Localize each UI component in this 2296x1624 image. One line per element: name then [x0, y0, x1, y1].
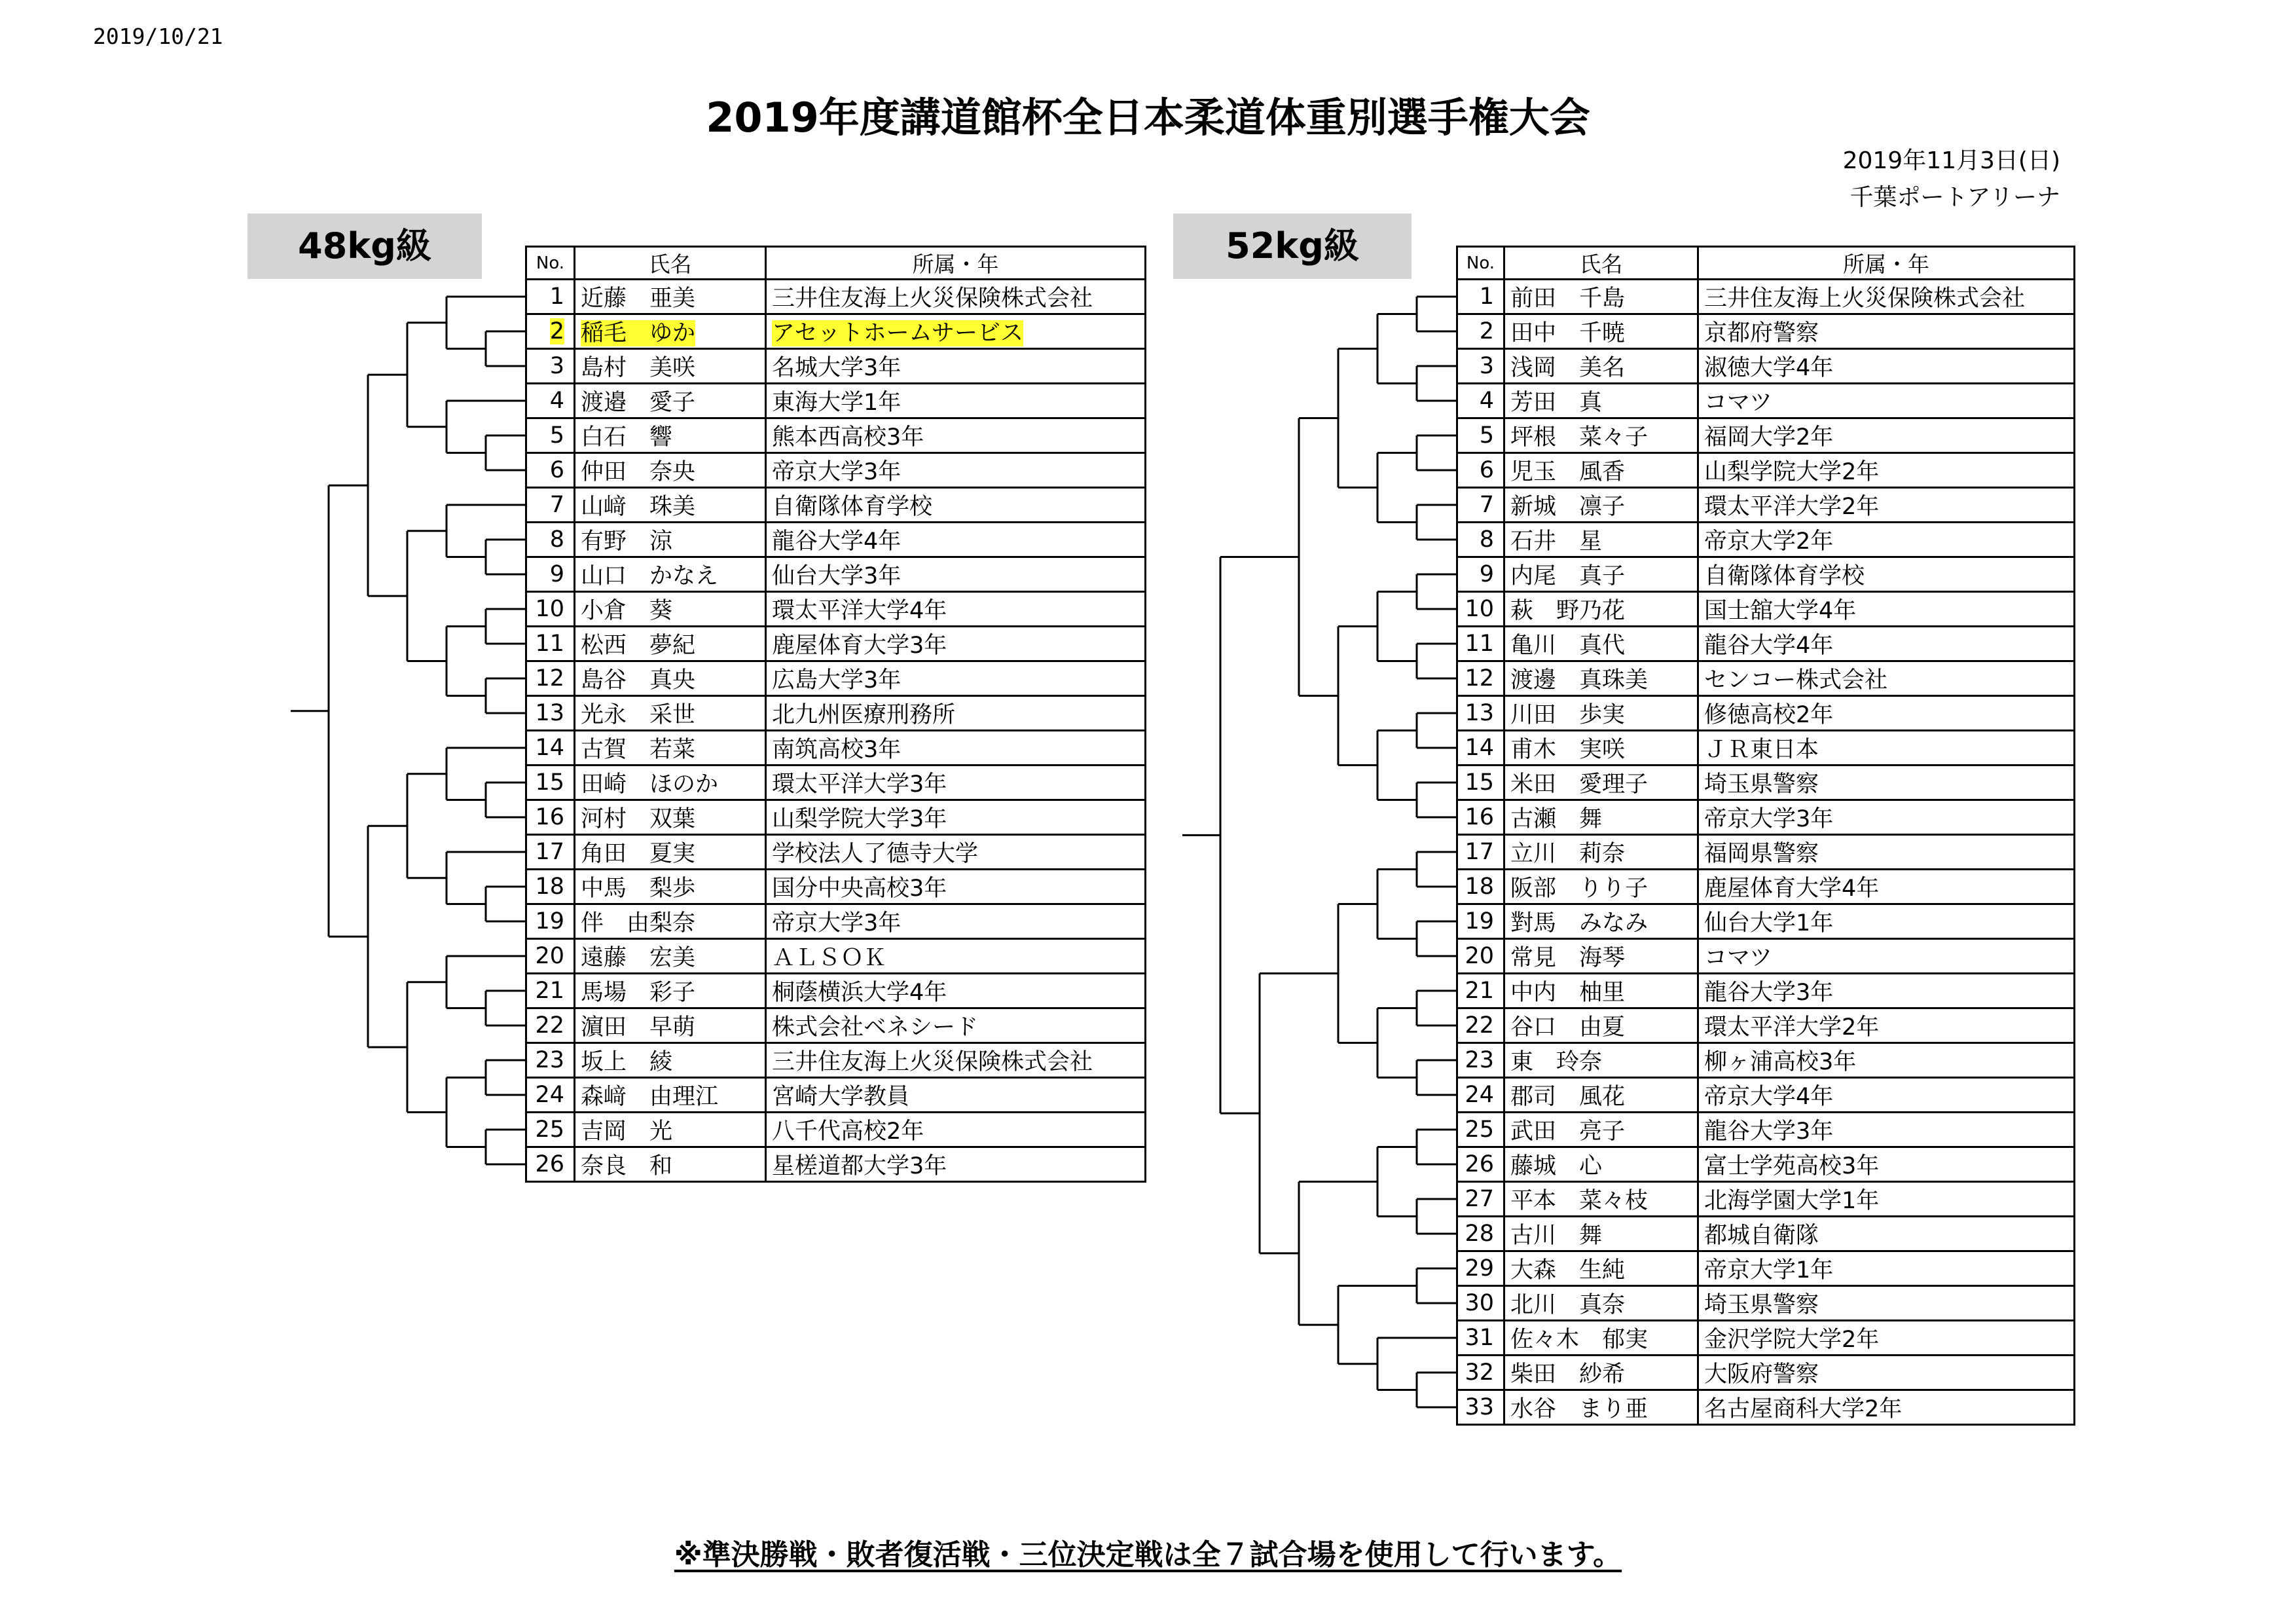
athlete-name: 亀川 真代 [1510, 633, 1626, 659]
entry-number: 17 [1465, 839, 1494, 865]
athlete-name: 芳田 真 [1510, 390, 1603, 416]
athlete-affiliation: 大阪府警察 [1704, 1361, 1819, 1388]
division-label-48kg: 48kg級 [247, 213, 482, 279]
athlete-affiliation: 龍谷大学4年 [772, 528, 902, 555]
entry-number: 24 [535, 1082, 564, 1108]
athlete-name: 渡邊 真珠美 [1510, 667, 1649, 693]
entry-number: 31 [1465, 1325, 1494, 1351]
athlete-affiliation: 三井住友海上火災保険株式会社 [772, 286, 1093, 312]
athlete-name: 森﨑 由理江 [581, 1084, 719, 1110]
entry-number: 25 [535, 1116, 564, 1143]
entry-number: 23 [1465, 1047, 1494, 1073]
athlete-name: 谷口 由夏 [1510, 1014, 1626, 1041]
entry-number: 25 [1465, 1116, 1494, 1143]
footnote-text: ※準決勝戦・敗者復活戦・三位決定戦は全７試合場を使用して行います。 [674, 1538, 1622, 1572]
athlete-affiliation: 学校法人了德寺大学 [772, 841, 979, 867]
athlete-name: 米田 愛理子 [1510, 771, 1649, 798]
athlete-affiliation: 帝京大学1年 [1704, 1257, 1834, 1283]
athlete-name: 児玉 風香 [1510, 459, 1626, 485]
entry-number: 21 [535, 978, 564, 1004]
athlete-name: 川田 歩実 [1510, 702, 1626, 728]
entry-number: 5 [549, 422, 564, 449]
athlete-name: 光永 采世 [581, 702, 696, 728]
header-name: 氏名 [1504, 247, 1698, 280]
entry-number: 21 [1465, 978, 1494, 1004]
document-title: 2019年度講道館杯全日本柔道体重別選手権大会 [706, 94, 1590, 141]
athlete-affiliation: 帝京大学3年 [1704, 806, 1834, 832]
athlete-name: 對馬 みなみ [1510, 910, 1649, 936]
athlete-affiliation: 三井住友海上火災保険株式会社 [772, 1049, 1093, 1075]
athlete-name: 坪根 菜々子 [1510, 424, 1649, 451]
athlete-affiliation: 北九州医療刑務所 [772, 702, 956, 728]
entry-number: 14 [535, 735, 564, 761]
athlete-affiliation: 仙台大学1年 [1704, 910, 1834, 936]
athlete-name: 前田 千島 [1510, 286, 1626, 312]
athlete-affiliation: 広島大学3年 [772, 667, 902, 693]
athlete-name: 有野 涼 [581, 528, 673, 555]
entry-number: 13 [1465, 700, 1494, 726]
athlete-name: 古川 舞 [1510, 1223, 1603, 1249]
entry-number: 5 [1479, 422, 1494, 449]
athlete-name: 田崎 ほのか [581, 771, 719, 798]
entry-number: 16 [535, 804, 564, 830]
athlete-name: 武田 亮子 [1510, 1118, 1626, 1145]
athlete-name: 遠藤 宏美 [581, 945, 696, 971]
entry-number: 22 [1465, 1012, 1494, 1039]
entry-number: 11 [535, 631, 564, 657]
athlete-affiliation: 株式会社ベネシード [772, 1014, 979, 1041]
entry-number: 20 [1465, 943, 1494, 969]
entry-number: 3 [549, 353, 564, 379]
entry-number: 16 [1465, 804, 1494, 830]
entry-number: 3 [1479, 353, 1494, 379]
athlete-affiliation: コマツ [1704, 945, 1772, 971]
athlete-name: 山口 かなえ [581, 563, 719, 589]
athlete-name: 水谷 まり亜 [1510, 1396, 1649, 1422]
athlete-name: 馬場 彩子 [581, 980, 696, 1006]
athlete-name: 中内 柚里 [1510, 980, 1626, 1006]
athlete-affiliation: 宮崎大学教員 [772, 1084, 910, 1110]
entry-number: 15 [535, 769, 564, 796]
athlete-affiliation: 鹿屋体育大学4年 [1704, 876, 1880, 902]
athlete-affiliation: 国士舘大学4年 [1704, 598, 1857, 624]
entry-number: 11 [1465, 631, 1494, 657]
athlete-name: 島谷 真央 [581, 667, 696, 693]
header-name: 氏名 [575, 247, 766, 280]
athlete-affiliation: 名城大学3年 [772, 355, 902, 381]
entry-number: 4 [1479, 388, 1494, 414]
athlete-affiliation: 埼玉県警察 [1704, 1292, 1819, 1318]
athlete-affiliation: 環太平洋大学2年 [1704, 494, 1880, 520]
athlete-affiliation: ＪＲ東日本 [1704, 737, 1819, 763]
athlete-affiliation: 帝京大学3年 [772, 459, 902, 485]
athlete-affiliation: 環太平洋大学2年 [1704, 1014, 1880, 1041]
athlete-name: 郡司 風花 [1510, 1084, 1626, 1110]
entry-number: 27 [1465, 1186, 1494, 1212]
athlete-name: 吉岡 光 [581, 1118, 673, 1145]
entry-number: 10 [535, 596, 564, 622]
athlete-name: 平本 菜々枝 [1510, 1188, 1649, 1214]
athlete-name: 北川 真奈 [1510, 1292, 1626, 1318]
entry-number: 15 [1465, 769, 1494, 796]
athlete-affiliation: 名古屋商科大学2年 [1704, 1396, 1903, 1422]
athlete-affiliation: アセットホームサービス [772, 320, 1023, 346]
entry-number: 1 [1479, 284, 1494, 310]
athlete-affiliation: 鹿屋体育大学3年 [772, 633, 947, 659]
athlete-name: 古賀 若菜 [581, 737, 696, 763]
athlete-affiliation: 自衛隊体育学校 [772, 494, 933, 520]
header-no: No. [526, 247, 575, 280]
entry-number: 8 [549, 526, 564, 553]
entry-number: 24 [1465, 1082, 1494, 1108]
athlete-affiliation: 福岡大学2年 [1704, 424, 1834, 451]
entry-number: 17 [535, 839, 564, 865]
athlete-affiliation: 環太平洋大学4年 [772, 598, 947, 624]
athlete-affiliation: 帝京大学2年 [1704, 528, 1834, 555]
athlete-name: 東 玲奈 [1510, 1049, 1603, 1075]
entry-number: 6 [1479, 457, 1494, 483]
athlete-name: 白石 響 [581, 424, 673, 451]
athlete-affiliation: コマツ [1704, 390, 1772, 416]
division-label-52kg: 52kg級 [1173, 213, 1412, 279]
athlete-affiliation: 仙台大学3年 [772, 563, 902, 589]
entry-number: 26 [535, 1151, 564, 1177]
athlete-affiliation: 八千代高校2年 [772, 1118, 924, 1145]
athlete-name: 浅岡 美名 [1510, 355, 1626, 381]
athlete-name: 坂上 綾 [581, 1049, 673, 1075]
athlete-affiliation: 自衛隊体育学校 [1704, 563, 1865, 589]
athlete-name: 渡邉 愛子 [581, 390, 696, 416]
athlete-affiliation: 龍谷大学3年 [1704, 980, 1834, 1006]
entry-number: 18 [535, 874, 564, 900]
entry-number: 9 [549, 561, 564, 587]
entry-number: 8 [1479, 526, 1494, 553]
entry-number: 22 [535, 1012, 564, 1039]
athlete-affiliation: 山梨学院大学2年 [1704, 459, 1880, 485]
entry-number: 28 [1465, 1221, 1494, 1247]
athlete-name: 常見 海琴 [1510, 945, 1626, 971]
athlete-affiliation: 星槎道都大学3年 [772, 1153, 947, 1179]
athlete-affiliation: 修徳高校2年 [1704, 702, 1834, 728]
entry-number: 7 [1479, 492, 1494, 518]
entry-number: 32 [1465, 1359, 1494, 1386]
print-date: 2019/10/21 [93, 24, 223, 49]
entry-number: 23 [535, 1047, 564, 1073]
header-affiliation: 所属・年 [766, 247, 1146, 280]
entry-number: 4 [549, 388, 564, 414]
header-no: No. [1457, 247, 1504, 280]
event-date: 2019年11月3日(日) [1842, 147, 2060, 174]
entry-number: 18 [1465, 874, 1494, 900]
athlete-name: 中馬 梨歩 [581, 876, 696, 902]
entry-number: 13 [535, 700, 564, 726]
entry-number: 26 [1465, 1151, 1494, 1177]
entry-number: 19 [1465, 908, 1494, 934]
athlete-name: 田中 千暁 [1510, 320, 1626, 346]
event-venue: 千葉ポートアリーナ [1850, 184, 2060, 211]
athlete-affiliation: 熊本西高校3年 [772, 424, 924, 451]
athlete-affiliation: 龍谷大学4年 [1704, 633, 1834, 659]
athlete-name: 佐々木 郁実 [1510, 1327, 1649, 1353]
entry-number: 20 [535, 943, 564, 969]
athlete-affiliation: 南筑高校3年 [772, 737, 902, 763]
athlete-name: 河村 双葉 [581, 806, 696, 832]
entry-number: 6 [549, 457, 564, 483]
athlete-affiliation: 帝京大学3年 [772, 910, 902, 936]
athlete-name: 柴田 紗希 [1510, 1361, 1626, 1388]
entry-number: 14 [1465, 735, 1494, 761]
athlete-name: 近藤 亜美 [581, 286, 696, 312]
athlete-affiliation: 富士学苑高校3年 [1704, 1153, 1880, 1179]
entry-number: 7 [549, 492, 564, 518]
entry-number: 29 [1465, 1255, 1494, 1282]
athlete-affiliation: 都城自衛隊 [1704, 1223, 1819, 1249]
athlete-name: 立川 莉奈 [1510, 841, 1626, 867]
athlete-name: 大森 生純 [1510, 1257, 1626, 1283]
athlete-name: 濵田 早萌 [581, 1014, 696, 1041]
entry-number: 12 [1465, 665, 1494, 692]
athlete-affiliation: 三井住友海上火災保険株式会社 [1704, 286, 2026, 312]
athlete-affiliation: 北海学園大学1年 [1704, 1188, 1880, 1214]
athlete-name: 萩 野乃花 [1510, 598, 1626, 624]
athlete-affiliation: ＡＬＳＯＫ [772, 945, 887, 971]
footnote [0, 1531, 2296, 1573]
athlete-affiliation: 柳ヶ浦高校3年 [1704, 1049, 1857, 1075]
entry-number: 2 [1479, 318, 1494, 344]
athlete-affiliation: 山梨学院大学3年 [772, 806, 947, 832]
athlete-name: 新城 凛子 [1510, 494, 1626, 520]
athlete-name: 古瀬 舞 [1510, 806, 1603, 832]
athlete-name: 島村 美咲 [581, 355, 696, 381]
athlete-name: 伴 由梨奈 [581, 910, 696, 936]
entry-number: 12 [535, 665, 564, 692]
entry-number: 33 [1465, 1394, 1494, 1420]
athlete-affiliation: 京都府警察 [1704, 320, 1819, 346]
entry-number: 9 [1479, 561, 1494, 587]
athlete-name: 奈良 和 [581, 1153, 673, 1179]
athlete-name: 山﨑 珠美 [581, 494, 696, 520]
entry-number: 2 [549, 318, 564, 344]
athlete-name: 松西 夢紀 [581, 633, 696, 659]
athlete-affiliation: 帝京大学4年 [1704, 1084, 1834, 1110]
athlete-affiliation: 淑徳大学4年 [1704, 355, 1834, 381]
athlete-affiliation: 東海大学1年 [772, 390, 902, 416]
entry-number: 1 [549, 284, 564, 310]
athlete-name: 内尾 真子 [1510, 563, 1626, 589]
entry-number: 30 [1465, 1290, 1494, 1316]
athlete-name: 小倉 葵 [581, 598, 673, 624]
athlete-name: 仲田 奈央 [581, 459, 696, 485]
athlete-affiliation: 龍谷大学3年 [1704, 1118, 1834, 1145]
athlete-affiliation: 桐蔭横浜大学4年 [772, 980, 947, 1006]
athlete-name: 甫木 実咲 [1510, 737, 1626, 763]
athlete-affiliation: センコー株式会社 [1704, 667, 1888, 693]
entry-number: 10 [1465, 596, 1494, 622]
athlete-affiliation: 埼玉県警察 [1704, 771, 1819, 798]
athlete-affiliation: 福岡県警察 [1704, 841, 1819, 867]
athlete-name: 石井 星 [1510, 528, 1603, 555]
athlete-affiliation: 国分中央高校3年 [772, 876, 947, 902]
header-affiliation: 所属・年 [1698, 247, 2075, 280]
athlete-name: 阪部 りり子 [1510, 876, 1649, 902]
athlete-affiliation: 環太平洋大学3年 [772, 771, 947, 798]
athlete-name: 稲毛 ゆか [581, 320, 696, 346]
athlete-name: 角田 夏実 [581, 841, 696, 867]
athlete-affiliation: 金沢学院大学2年 [1704, 1327, 1880, 1353]
entry-number: 19 [535, 908, 564, 934]
athlete-name: 藤城 心 [1510, 1153, 1603, 1179]
